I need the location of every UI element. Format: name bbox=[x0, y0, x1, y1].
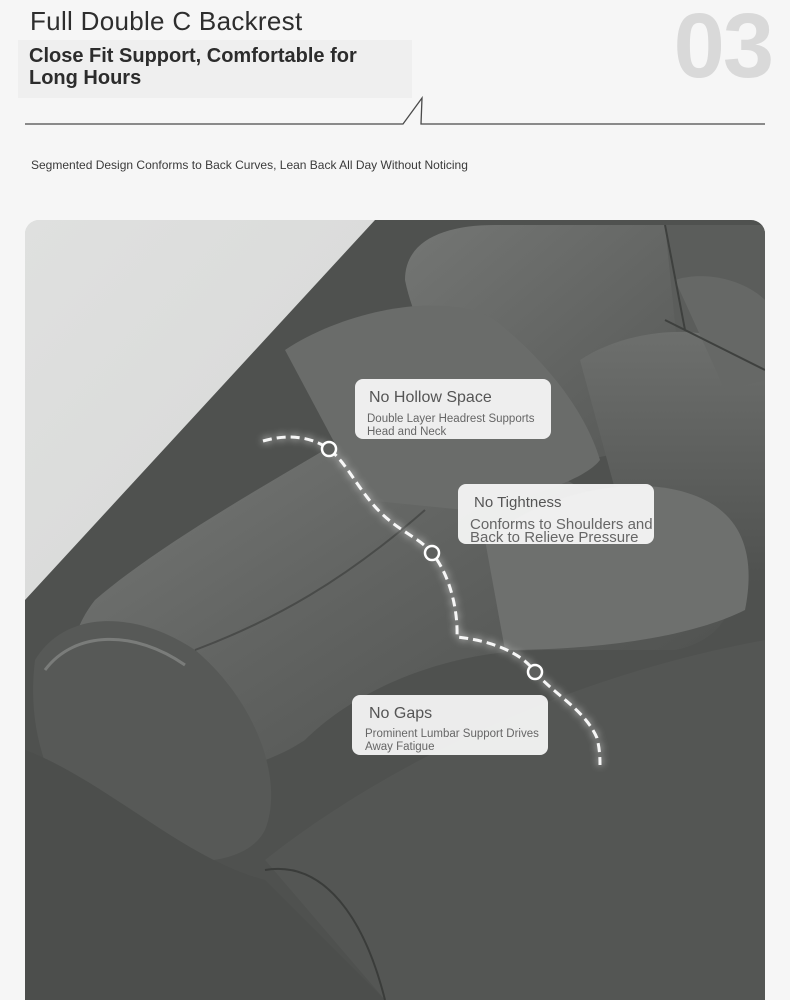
callout-no-hollow-space bbox=[355, 379, 551, 439]
callout-no-tightness bbox=[458, 484, 654, 544]
tagline: Segmented Design Conforms to Back Curves, Lean Back All Day Without Noticing bbox=[31, 158, 468, 172]
callout-title: No Hollow Space bbox=[369, 389, 492, 406]
callout-description: Double Layer Headrest Supports Head and Neck bbox=[367, 413, 535, 438]
callout-description: Prominent Lumbar Support Drives Away Fatigue bbox=[365, 728, 539, 753]
callout-no-gaps bbox=[352, 695, 548, 755]
callout-title: No Gaps bbox=[369, 705, 433, 722]
callout-title: No Tightness bbox=[474, 494, 562, 511]
section-number: 03 bbox=[673, 0, 772, 97]
section-subtitle: Close Fit Support, Comfortable for Long Hours bbox=[29, 45, 357, 89]
callout-description: Conforms to Shoulders and Back to Relieve Pressure bbox=[470, 516, 653, 546]
divider-line bbox=[25, 96, 765, 128]
marker-dot-2 bbox=[425, 546, 439, 560]
marker-dot-3 bbox=[528, 665, 542, 679]
section-title: Full Double C Backrest bbox=[30, 6, 303, 36]
marker-dot-1 bbox=[322, 442, 336, 456]
sofa-photo bbox=[25, 220, 765, 1000]
sofa-illustration bbox=[25, 220, 765, 1000]
